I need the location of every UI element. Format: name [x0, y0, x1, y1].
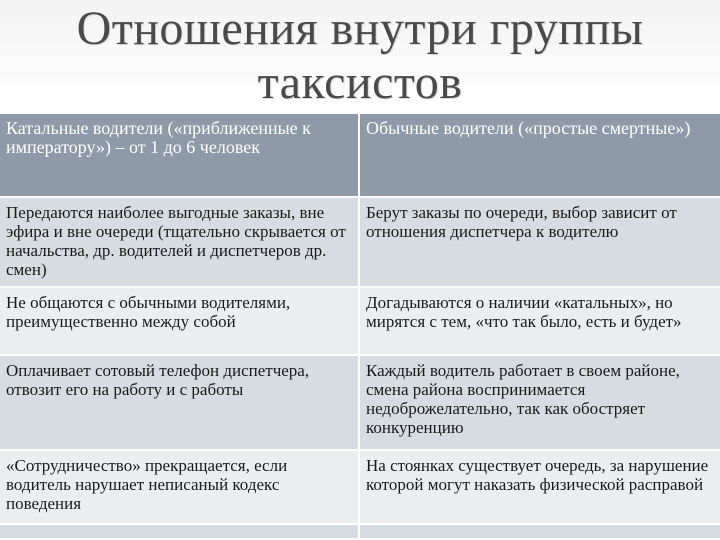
header-cell-right: Обычные водители («простые смертные») [360, 114, 720, 196]
comparison-table [0, 114, 720, 540]
table-cell-left: Не общаются с обычными водителями, преимущественно между собой [0, 288, 360, 354]
table-row [0, 451, 720, 525]
table-row [0, 356, 720, 451]
header-cell-left: Катальные водители («приближенные к императору») – от 1 до 6 человек [0, 114, 360, 196]
table-cell-left: «Сотрудничество» прекращается, если водитель нарушает неписаный кодекс поведения [0, 451, 360, 523]
table-cell-right: На стоянках существует очередь, за нарушение которой могут наказать физической расправой [360, 451, 720, 523]
table-cell-right: Берут заказы по очереди, выбор зависит от отношения диспетчера к водителю [360, 198, 720, 286]
slide-title [0, 0, 720, 112]
table-cell-right-empty [360, 525, 720, 538]
table-row-partial [0, 525, 720, 540]
table-cell-left: Передаются наиболее выгодные заказы, вне эфира и вне очереди (тщательно скрывается от начальства, др. водителей и диспетчеров др. смен) [0, 198, 360, 286]
table-cell-right: Догадываются о наличии «катальных», но мирятся с тем, «что так было, есть и будет» [360, 288, 720, 354]
table-cell-left: Оплачивает сотовый телефон диспетчера, отвозит его на работу и с работы [0, 356, 360, 449]
slide-title-line-2: таксистов [257, 56, 463, 109]
table-row [0, 288, 720, 356]
slide-title-line-1: Отношения внутри группы [76, 2, 644, 55]
table-cell-right: Каждый водитель работает в своем районе, смена района воспринимается недоброжелательно, так как обостряет конкуренцию [360, 356, 720, 449]
table-header-row [0, 114, 720, 198]
table-row [0, 198, 720, 288]
table-cell-left-empty [0, 525, 360, 538]
